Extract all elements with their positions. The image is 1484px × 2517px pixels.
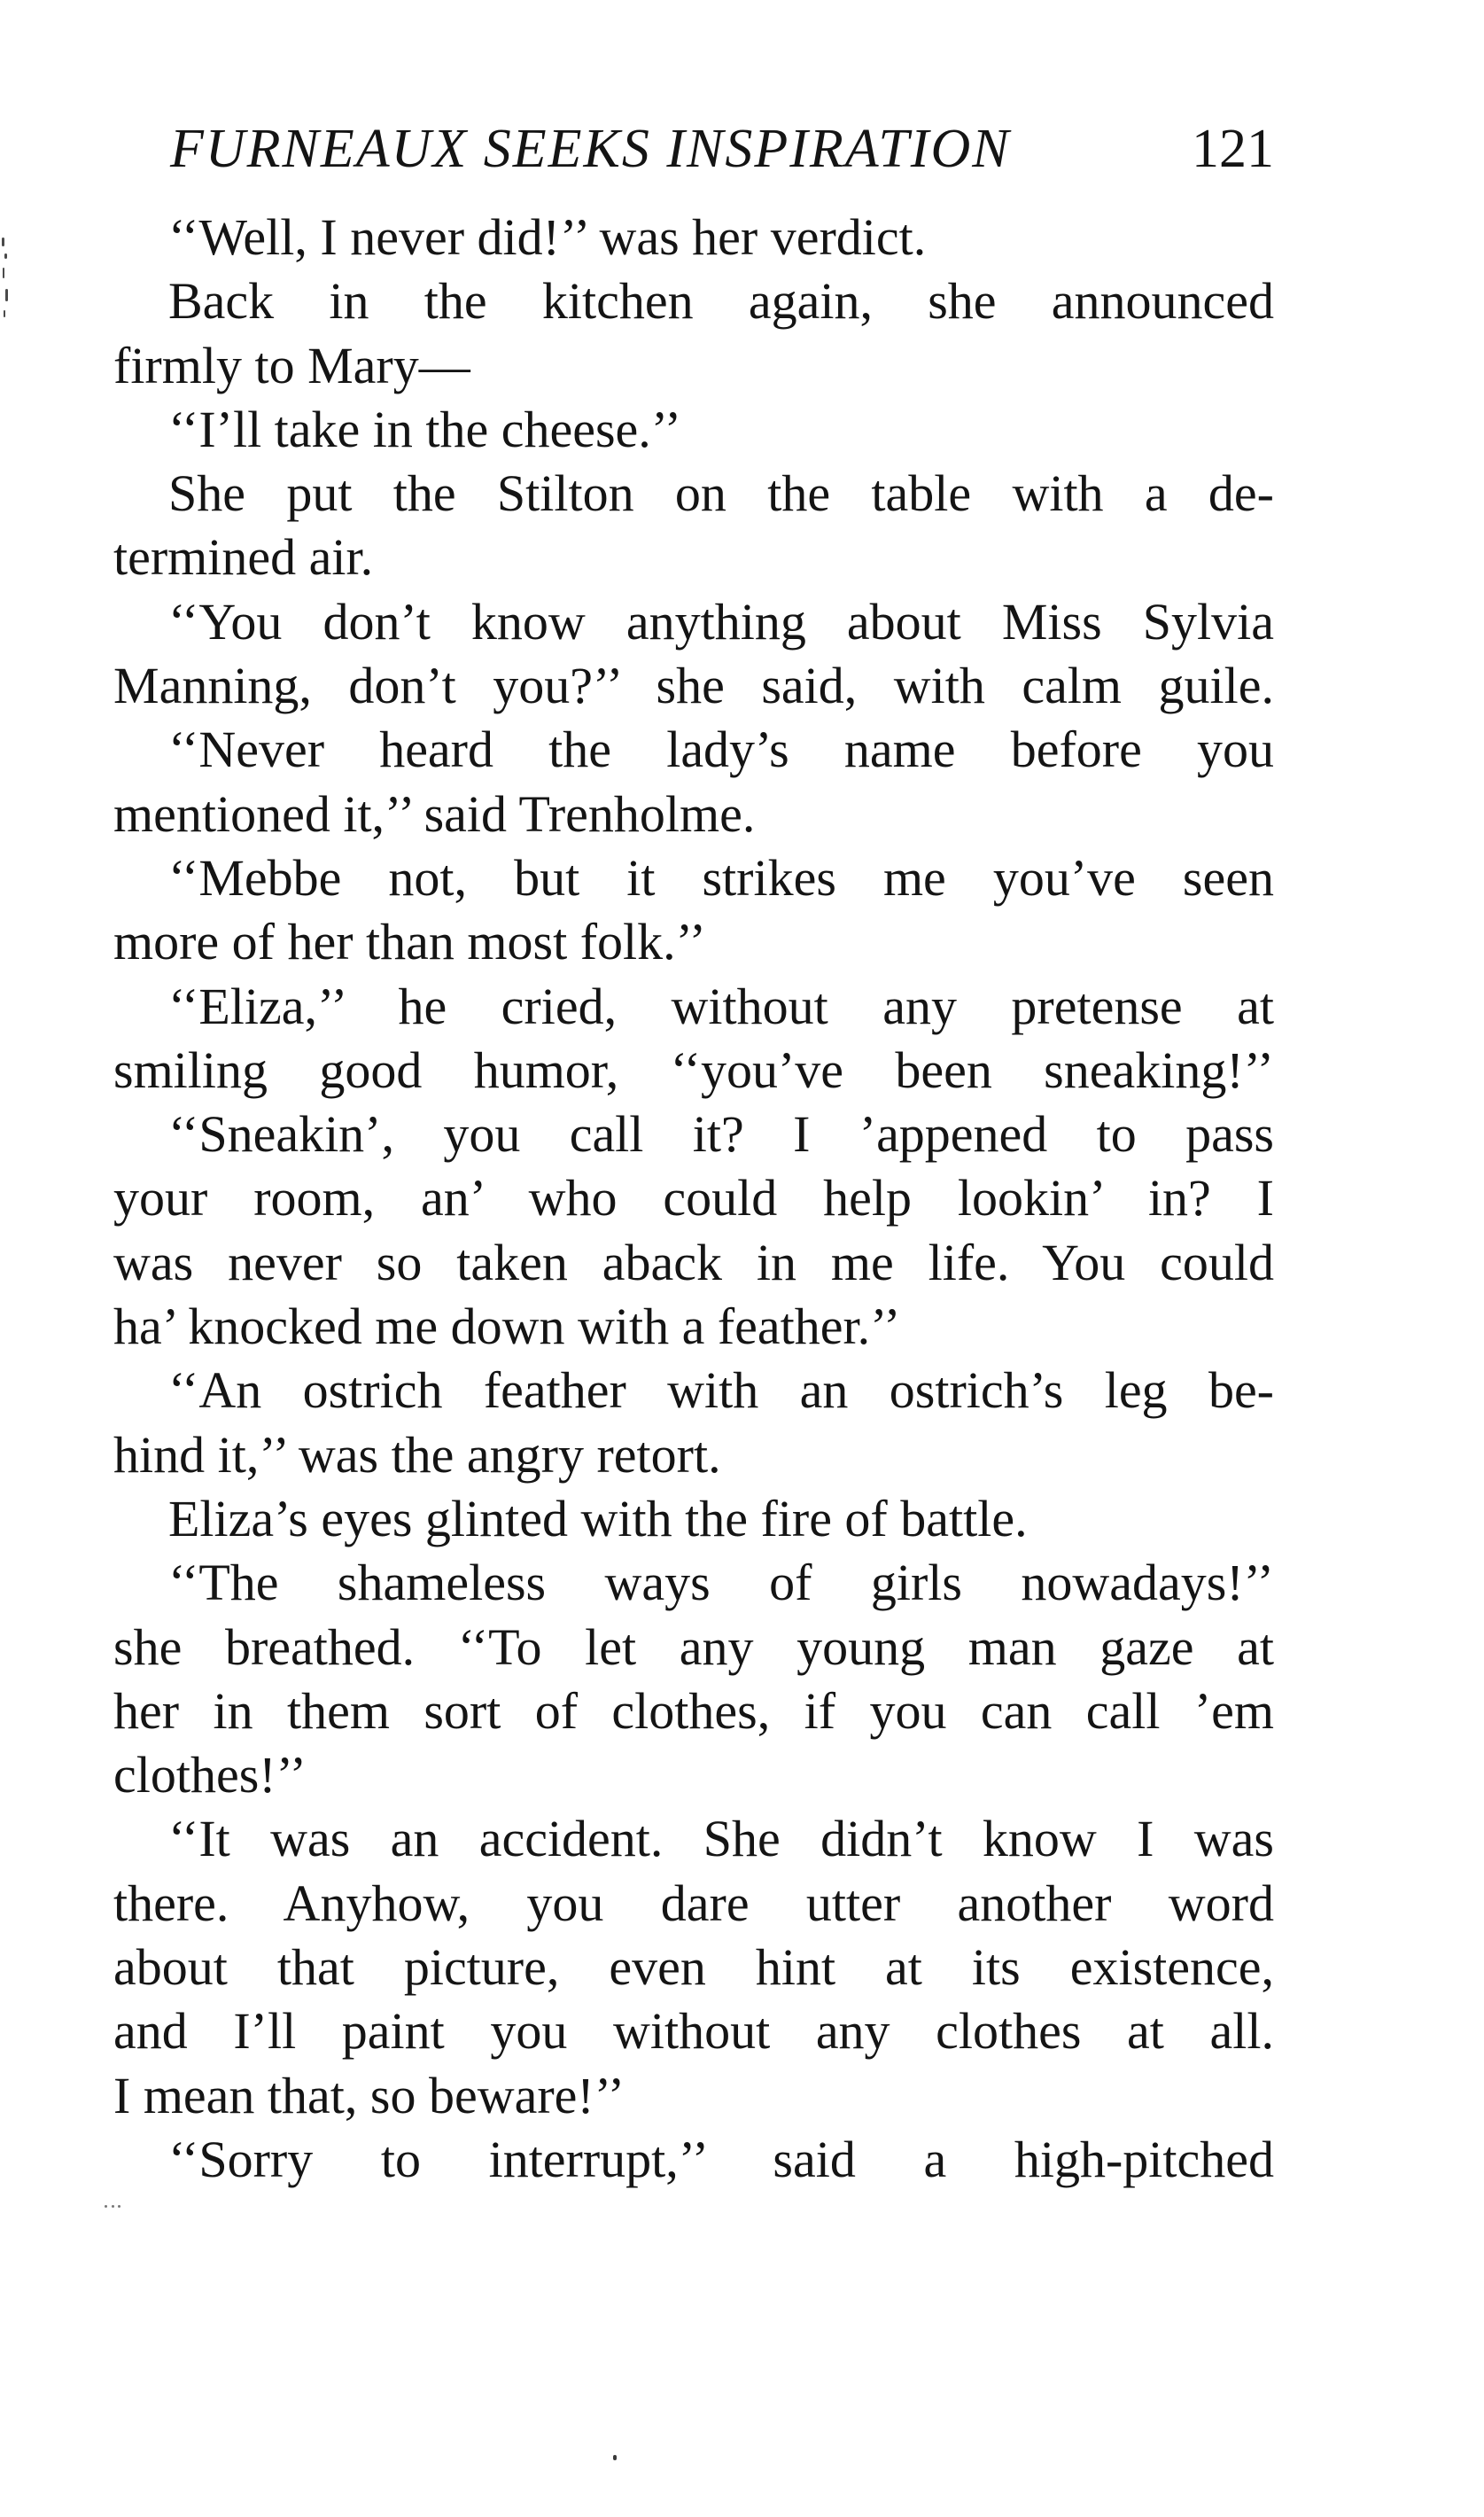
text-line: ‘‘Never heard the lady’s name before you	[168, 721, 1274, 779]
text-line: your room, an’ who could help lookin’ in? I	[113, 1169, 1274, 1227]
text-line: ‘‘You don’t know anything about Miss Sylvia	[168, 592, 1274, 651]
text-line: ‘‘Well, I never did!’’ was her verdict.	[168, 208, 927, 266]
text-line: was never so taken aback in me life. You could	[113, 1233, 1274, 1291]
text-line: about that picture, even hint at its existence,	[113, 1938, 1274, 1997]
body-text	[113, 206, 1274, 2192]
text-line: Manning, don’t you?’’ she said, with calm guile.	[113, 657, 1274, 715]
text-line: I mean that, so beware!’’	[113, 2066, 625, 2124]
text-line: ‘‘The shameless ways of girls nowadays!’’	[168, 1554, 1274, 1612]
text-line: her in them sort of clothes, if you can call ’em	[113, 1681, 1274, 1740]
text-line: She put the Stilton on the table with a de-	[168, 464, 1274, 523]
page-header	[113, 105, 1274, 193]
text-line: ‘‘Mebbe not, but it strikes me you’ve seen	[168, 848, 1274, 907]
text-line: ‘‘I’ll take in the cheese.’’	[168, 400, 682, 458]
text-line: more of her than most folk.’’	[113, 913, 706, 971]
print-speck	[105, 2205, 120, 2209]
text-line: clothes!’’	[113, 1746, 307, 1804]
text-line: ‘‘Sorry to interrupt,’’ said a high-pitched	[168, 2130, 1274, 2188]
text-line: ‘‘An ostrich feather with an ostrich’s leg be-	[168, 1361, 1274, 1420]
text-line: hind it,’’ was the angry retort.	[113, 1425, 721, 1484]
text-line: ha’ knocked me down with a feather.’’	[113, 1297, 901, 1356]
text-line: termined air.	[113, 528, 374, 587]
text-line: smiling good humor, ‘‘you’ve been sneaking!’’	[113, 1040, 1274, 1099]
text-line: and I’ll paint you without any clothes at all.	[113, 2002, 1274, 2061]
text-line: ‘‘Sneakin’, you call it? I ’appened to pass	[168, 1105, 1274, 1164]
margin-specks	[0, 238, 12, 323]
text-line: there. Anyhow, you dare utter another word	[113, 1874, 1274, 1932]
print-dot	[613, 2455, 617, 2460]
text-line: mentioned it,’’ said Trenholme.	[113, 784, 756, 843]
page-number: 121	[1192, 119, 1274, 179]
text-line: ‘‘Eliza,’’ he cried, without any pretense at	[168, 977, 1274, 1035]
text-line: ‘‘It was an accident. She didn’t know I was	[168, 1810, 1274, 1868]
text-line: Back in the kitchen again, she announced	[168, 272, 1274, 331]
text-line: firmly to Mary—	[113, 336, 470, 394]
text-line: Eliza’s eyes glinted with the fire of battle.	[168, 1489, 1028, 1547]
running-head: FURNEAUX SEEKS INSPIRATION	[170, 119, 1011, 179]
text-line: she breathed. ‘‘To let any young man gaze at	[113, 1617, 1274, 1676]
